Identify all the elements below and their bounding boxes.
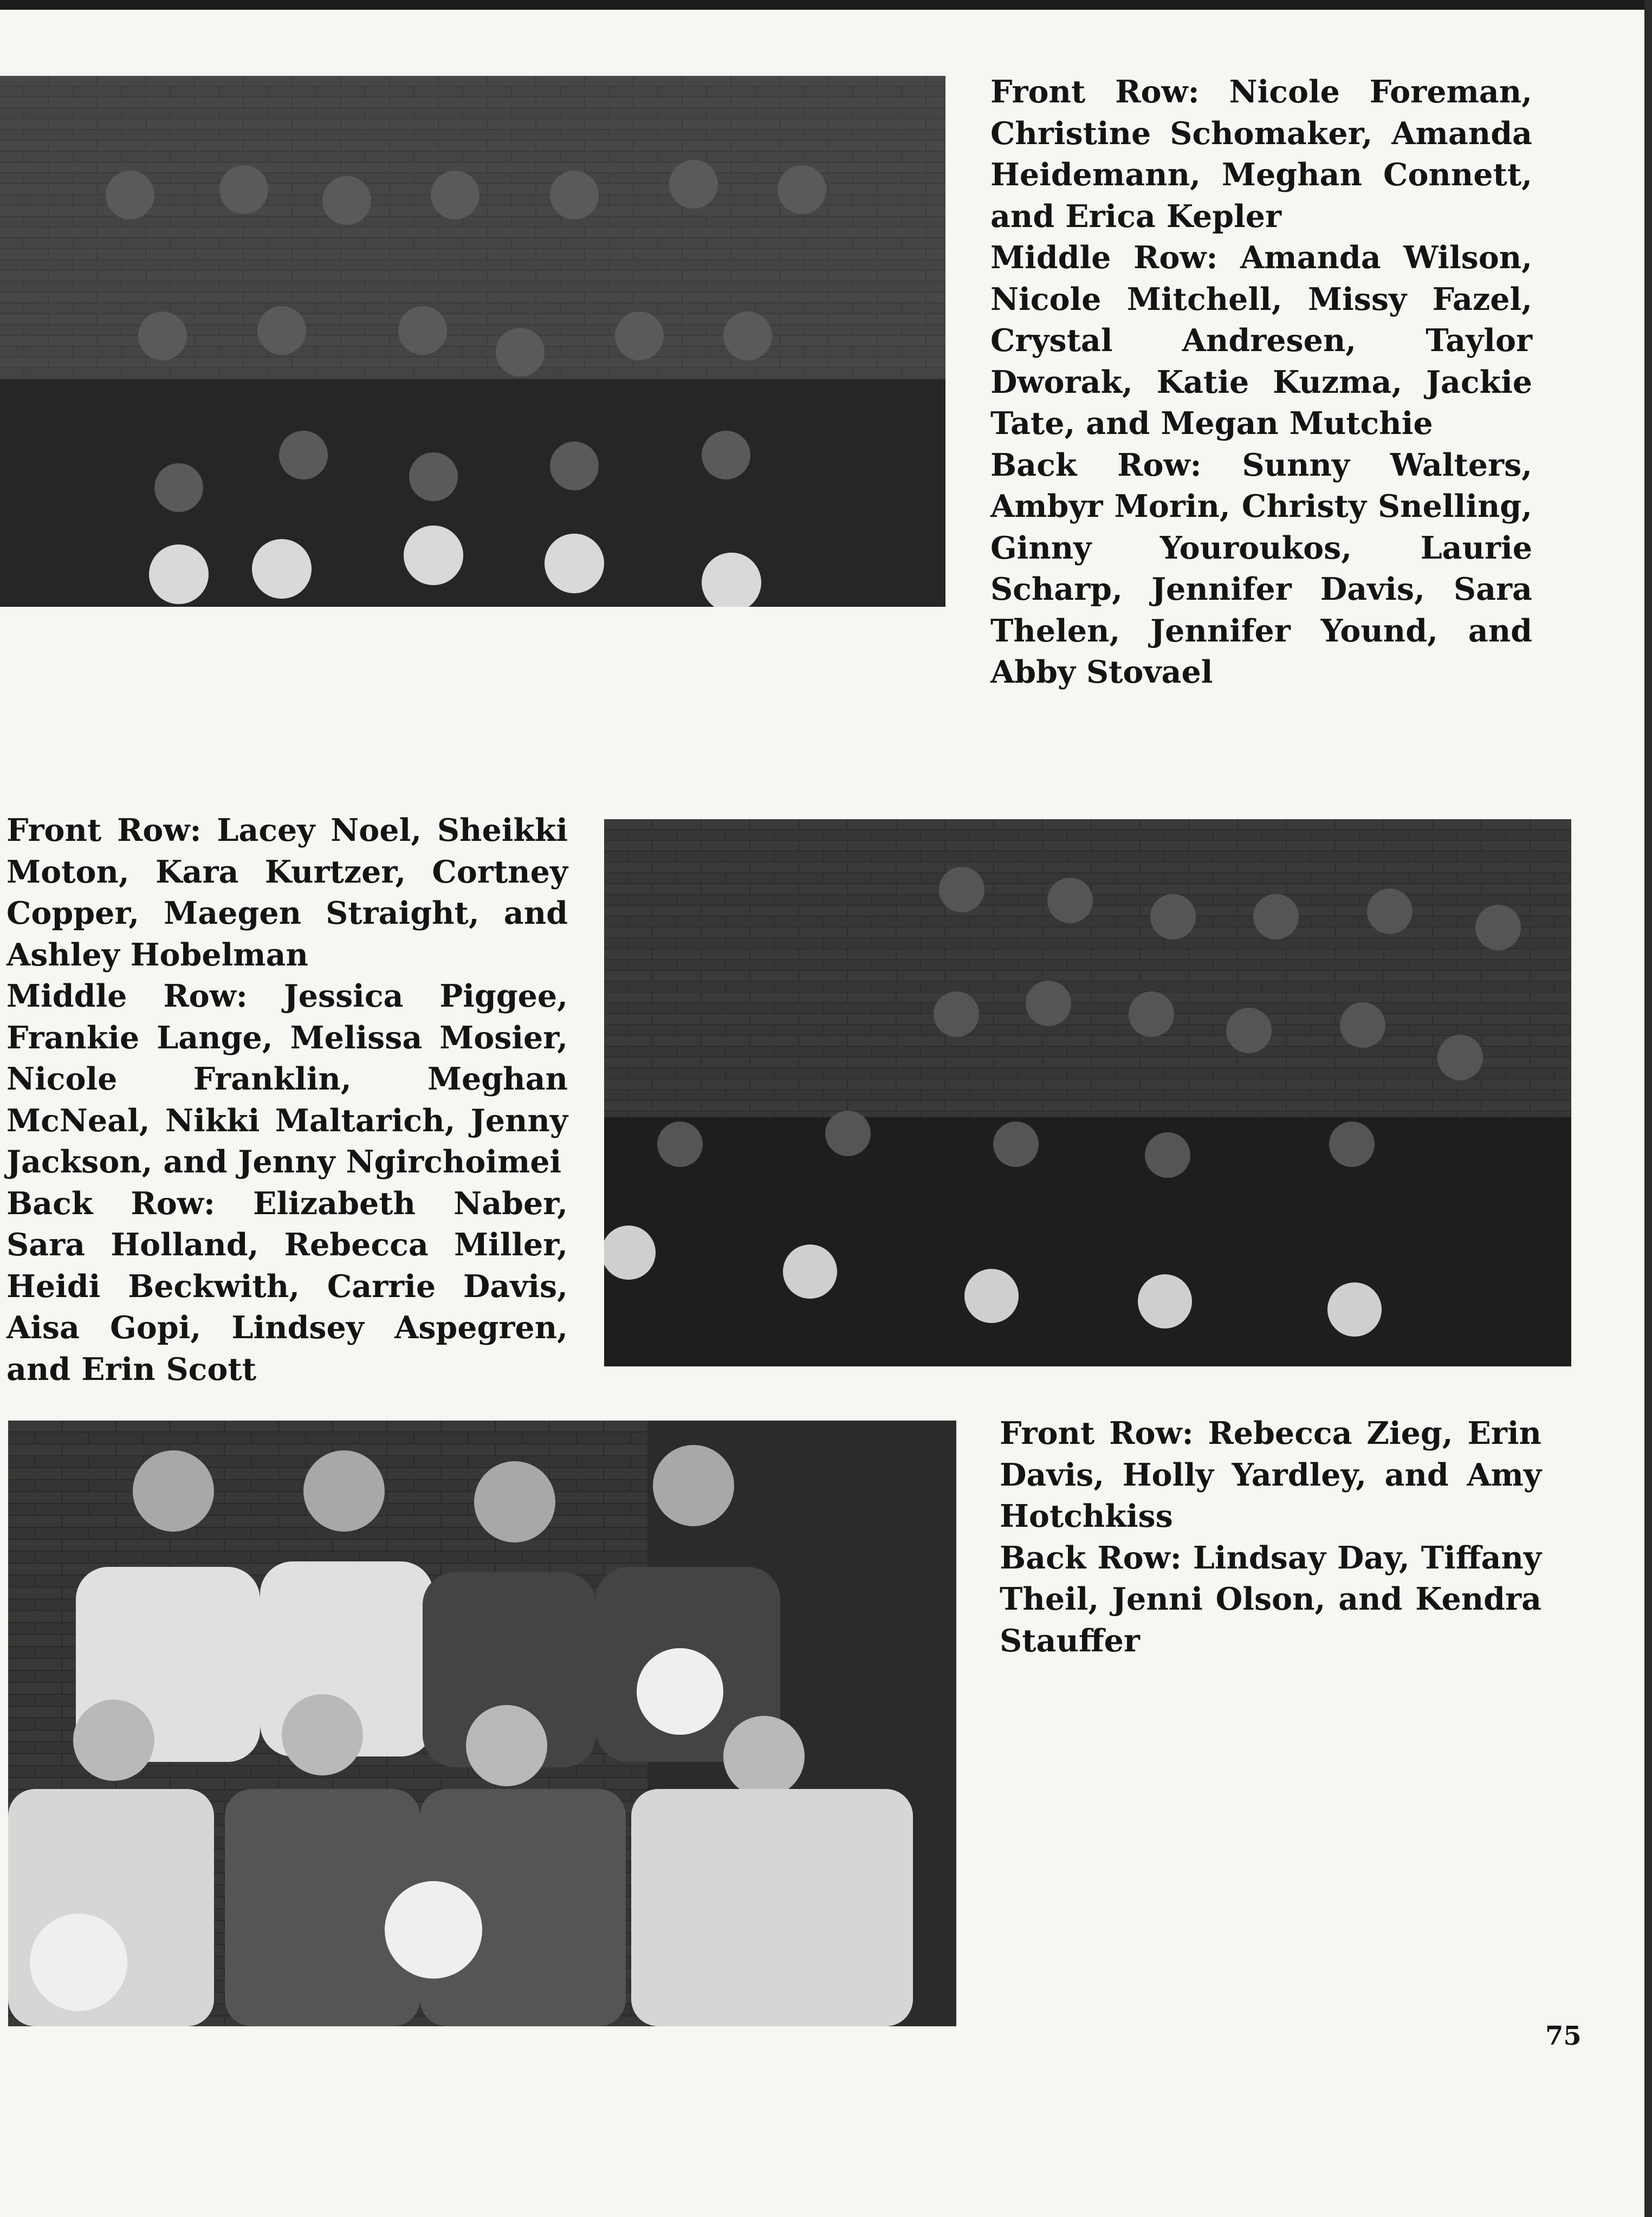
team-photo-2: [604, 819, 1571, 1366]
scan-top-edge: [0, 0, 1652, 10]
caption-2-front-row: Front Row: Lacey Noel, Sheikki Moton, Kara Kurtzer, Cortney Copper, Maegen Straight, and Ashley Hobelman: [7, 812, 568, 973]
caption-1-front-row: Front Row: Nicole Foreman, Christine Schomaker, Amanda Heidemann, Meghan Connett, and Erica Kepler: [990, 74, 1532, 235]
caption-photo-2: [7, 810, 568, 1390]
team-photo-3: [8, 1421, 956, 2026]
caption-3-back-row: Back Row: Lindsay Day, Tiffany Theil, Jenni Olson, and Kendra Stauffer: [1000, 1539, 1541, 1659]
caption-3-front-row: Front Row: Rebecca Zieg, Erin Davis, Holly Yardley, and Amy Hotchkiss: [1000, 1415, 1541, 1534]
page-number: 75: [1545, 2021, 1582, 2051]
caption-2-middle-row: Middle Row: Jessica Piggee, Frankie Lange, Melissa Mosier, Nicole Franklin, Meghan McNeal, Nikki Maltarich, Jenny Jackson, and Jenny Ngirchoimei: [7, 978, 568, 1180]
team-photo-1: [0, 76, 945, 607]
scan-right-edge: [1644, 0, 1652, 2217]
caption-2-back-row: Back Row: Elizabeth Naber, Sara Holland, Rebecca Miller, Heidi Beckwith, Carrie Davis, Aisa Gopi, Lindsey Aspegren, and Erin Scott: [7, 1185, 568, 1388]
caption-photo-3: [1000, 1413, 1541, 1662]
caption-1-back-row: Back Row: Sunny Walters, Ambyr Morin, Christy Snelling, Ginny Youroukos, Laurie Scharp, Jennifer Davis, Sara Thelen, Jennifer Yound, and Abby Stovael: [990, 446, 1532, 690]
caption-1-middle-row: Middle Row: Amanda Wilson, Nicole Mitchell, Missy Fazel, Crystal Andresen, Taylor Dworak, Katie Kuzma, Jackie Tate, and Megan Mutchie: [990, 239, 1532, 442]
caption-photo-1: [990, 72, 1532, 693]
